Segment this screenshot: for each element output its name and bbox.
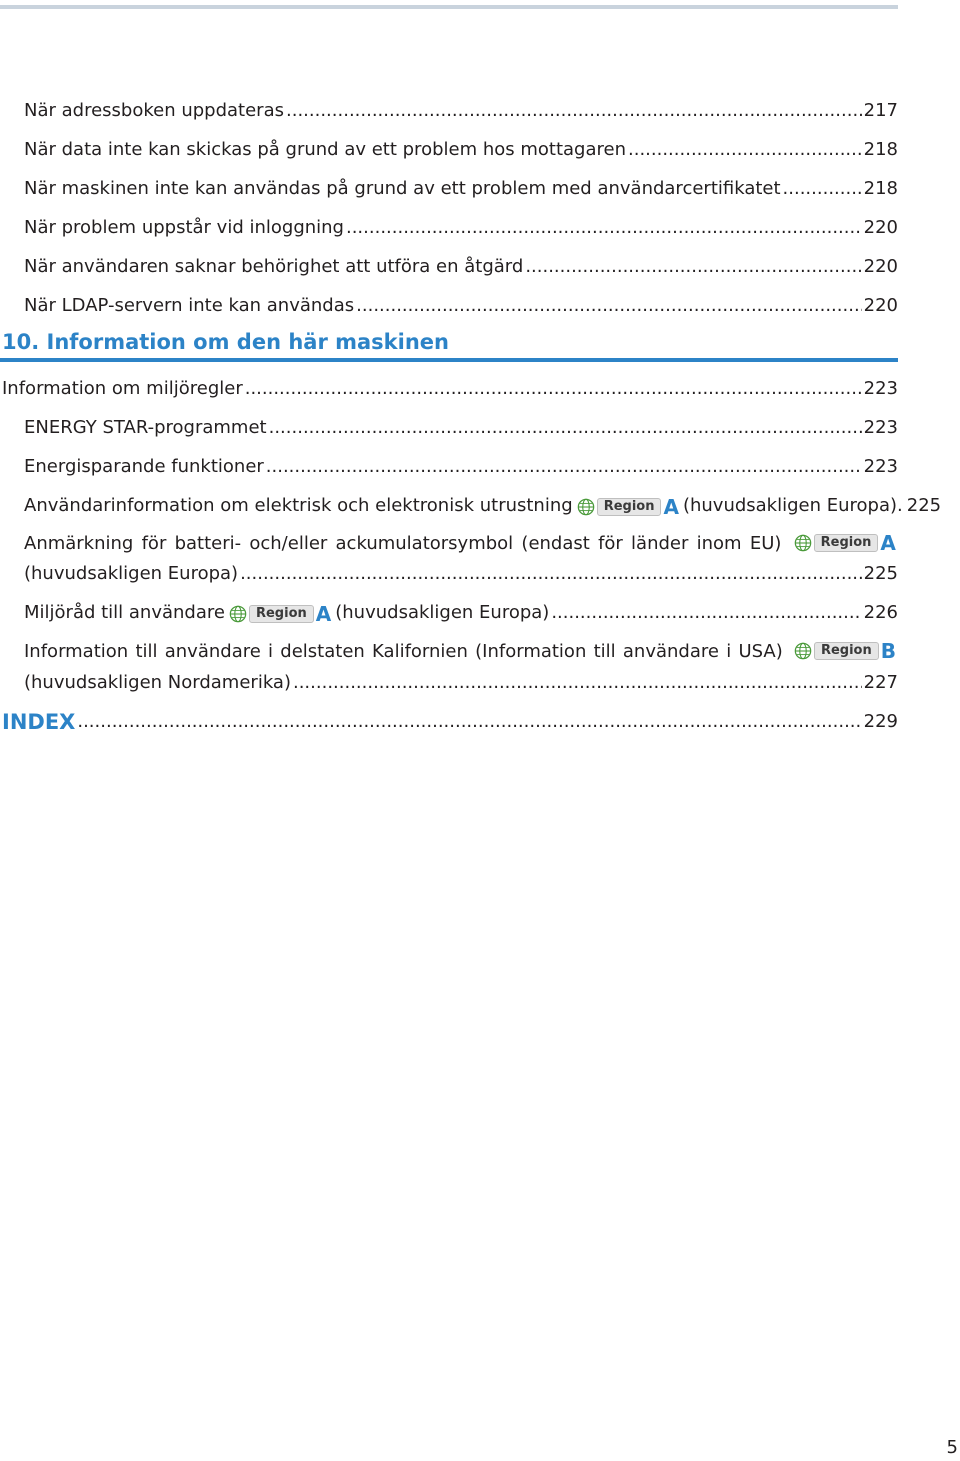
toc-page-number: 223 <box>863 456 898 477</box>
toc-page-number: 226 <box>863 602 898 623</box>
word: ackumulatorsymbol <box>335 533 514 554</box>
word: i <box>726 641 732 662</box>
dot-leader <box>346 217 862 239</box>
toc-entry-label: Energisparande funktioner <box>24 456 264 477</box>
word: användare <box>164 641 261 662</box>
toc-section-label: Information om miljöregler <box>2 378 243 399</box>
toc-entry-label: När LDAP-servern inte kan användas <box>24 295 355 316</box>
chapter-rule <box>0 358 898 362</box>
word: för <box>598 533 623 554</box>
region-label: Region <box>814 642 879 660</box>
word: inom <box>696 533 742 554</box>
toc-entry-label: När maskinen inte kan användas på grund av ett problem med användarcertifikatet <box>24 178 781 199</box>
toc-entry-label: ENERGY STAR-programmet <box>24 417 267 438</box>
region-letter: A <box>880 531 896 555</box>
region-letter: A <box>663 495 679 519</box>
word: i <box>268 641 274 662</box>
region-label: Region <box>249 605 314 623</box>
toc-entry-line2[interactable] <box>24 559 898 585</box>
toc-entry[interactable] <box>24 291 898 317</box>
word: och/eller <box>249 533 328 554</box>
dot-leader <box>269 417 862 439</box>
globe-icon <box>577 498 595 516</box>
toc-page-number: 218 <box>863 178 898 199</box>
dot-leader <box>286 100 862 122</box>
chapter-heading[interactable]: 10. Information om den här maskinen <box>2 330 449 354</box>
word: batteri- <box>174 533 242 554</box>
toc-page-number: 223 <box>863 378 898 399</box>
dot-leader <box>628 139 862 161</box>
region-letter: B <box>880 639 896 663</box>
toc-entry[interactable] <box>24 96 898 122</box>
word: Kalifornien <box>372 641 468 662</box>
top-rule <box>0 5 898 9</box>
word: EU) <box>749 533 782 554</box>
toc-entry[interactable] <box>24 452 898 478</box>
toc-entry-label: Miljöråd till användare <box>24 602 225 623</box>
region-b-badge <box>794 641 896 661</box>
dot-leader <box>783 178 862 200</box>
toc-page-number: 225 <box>863 563 898 584</box>
word: för <box>141 533 167 554</box>
toc-entry[interactable] <box>24 252 898 278</box>
index-heading: INDEX <box>2 710 76 734</box>
word: till <box>593 641 616 662</box>
toc-page-number: 229 <box>863 711 898 732</box>
region-label: Region <box>597 498 662 516</box>
dot-leader <box>77 711 861 733</box>
toc-page-number: 223 <box>863 417 898 438</box>
word: Information <box>24 641 129 662</box>
region-a-badge <box>577 497 679 517</box>
toc-entry[interactable] <box>24 598 898 624</box>
toc-entry[interactable] <box>24 213 898 239</box>
toc-page-number: 220 <box>863 256 898 277</box>
word: delstaten <box>280 641 365 662</box>
word: länder <box>631 533 689 554</box>
toc-entry-label: När användaren saknar behörighet att utföra en åtgärd <box>24 256 524 277</box>
globe-icon <box>794 534 812 552</box>
toc-entry-line1[interactable] <box>24 533 900 555</box>
toc-entry-label: (huvudsakligen Nordamerika) <box>24 672 291 693</box>
toc-entry-label: Användarinformation om elektrisk och elektronisk utrustning <box>24 495 573 516</box>
region-a-badge <box>229 604 331 624</box>
toc-page-number: 225 <box>906 495 942 516</box>
toc-entry-label: När data inte kan skickas på grund av ett problem hos mottagaren <box>24 139 626 160</box>
globe-icon <box>794 642 812 660</box>
word: till <box>135 641 158 662</box>
dot-leader <box>356 295 861 317</box>
toc-entry[interactable] <box>24 413 898 439</box>
toc-entry-line1[interactable] <box>24 641 900 663</box>
region-a-badge <box>794 533 896 553</box>
word: USA) <box>738 641 783 662</box>
dot-leader <box>266 456 862 478</box>
word: (endast <box>521 533 590 554</box>
dot-leader <box>293 672 862 694</box>
toc-section[interactable] <box>2 374 898 400</box>
toc-index[interactable] <box>2 707 898 733</box>
globe-icon <box>229 605 247 623</box>
toc-entry[interactable] <box>24 135 898 161</box>
page-number: 5 <box>946 1437 958 1458</box>
dot-leader <box>525 256 861 278</box>
toc-page-number: 217 <box>863 100 898 121</box>
region-label: Region <box>814 534 879 552</box>
dot-leader <box>551 602 861 624</box>
word: användare <box>622 641 719 662</box>
toc-entry[interactable] <box>24 174 898 200</box>
word: Anmärkning <box>24 533 134 554</box>
toc-page-number: 220 <box>863 295 898 316</box>
toc-entry-label: När problem uppstår vid inloggning <box>24 217 344 238</box>
toc-page-number: 220 <box>863 217 898 238</box>
dot-leader <box>240 563 862 585</box>
toc-entry[interactable] <box>24 491 942 519</box>
toc-entry-line2[interactable] <box>24 668 898 694</box>
word: (Information <box>475 641 587 662</box>
toc-entry-label: När adressboken uppdateras <box>24 100 284 121</box>
toc-entry-label: (huvudsakligen Europa) <box>24 563 239 584</box>
toc-page-number: 227 <box>863 672 898 693</box>
dot-leader <box>245 378 862 400</box>
region-letter: A <box>315 602 332 626</box>
toc-entry-suffix: (huvudsakligen Europa) <box>335 602 550 623</box>
toc-entry-suffix: (huvudsakligen Europa). <box>682 495 903 516</box>
toc-page-number: 218 <box>863 139 898 160</box>
